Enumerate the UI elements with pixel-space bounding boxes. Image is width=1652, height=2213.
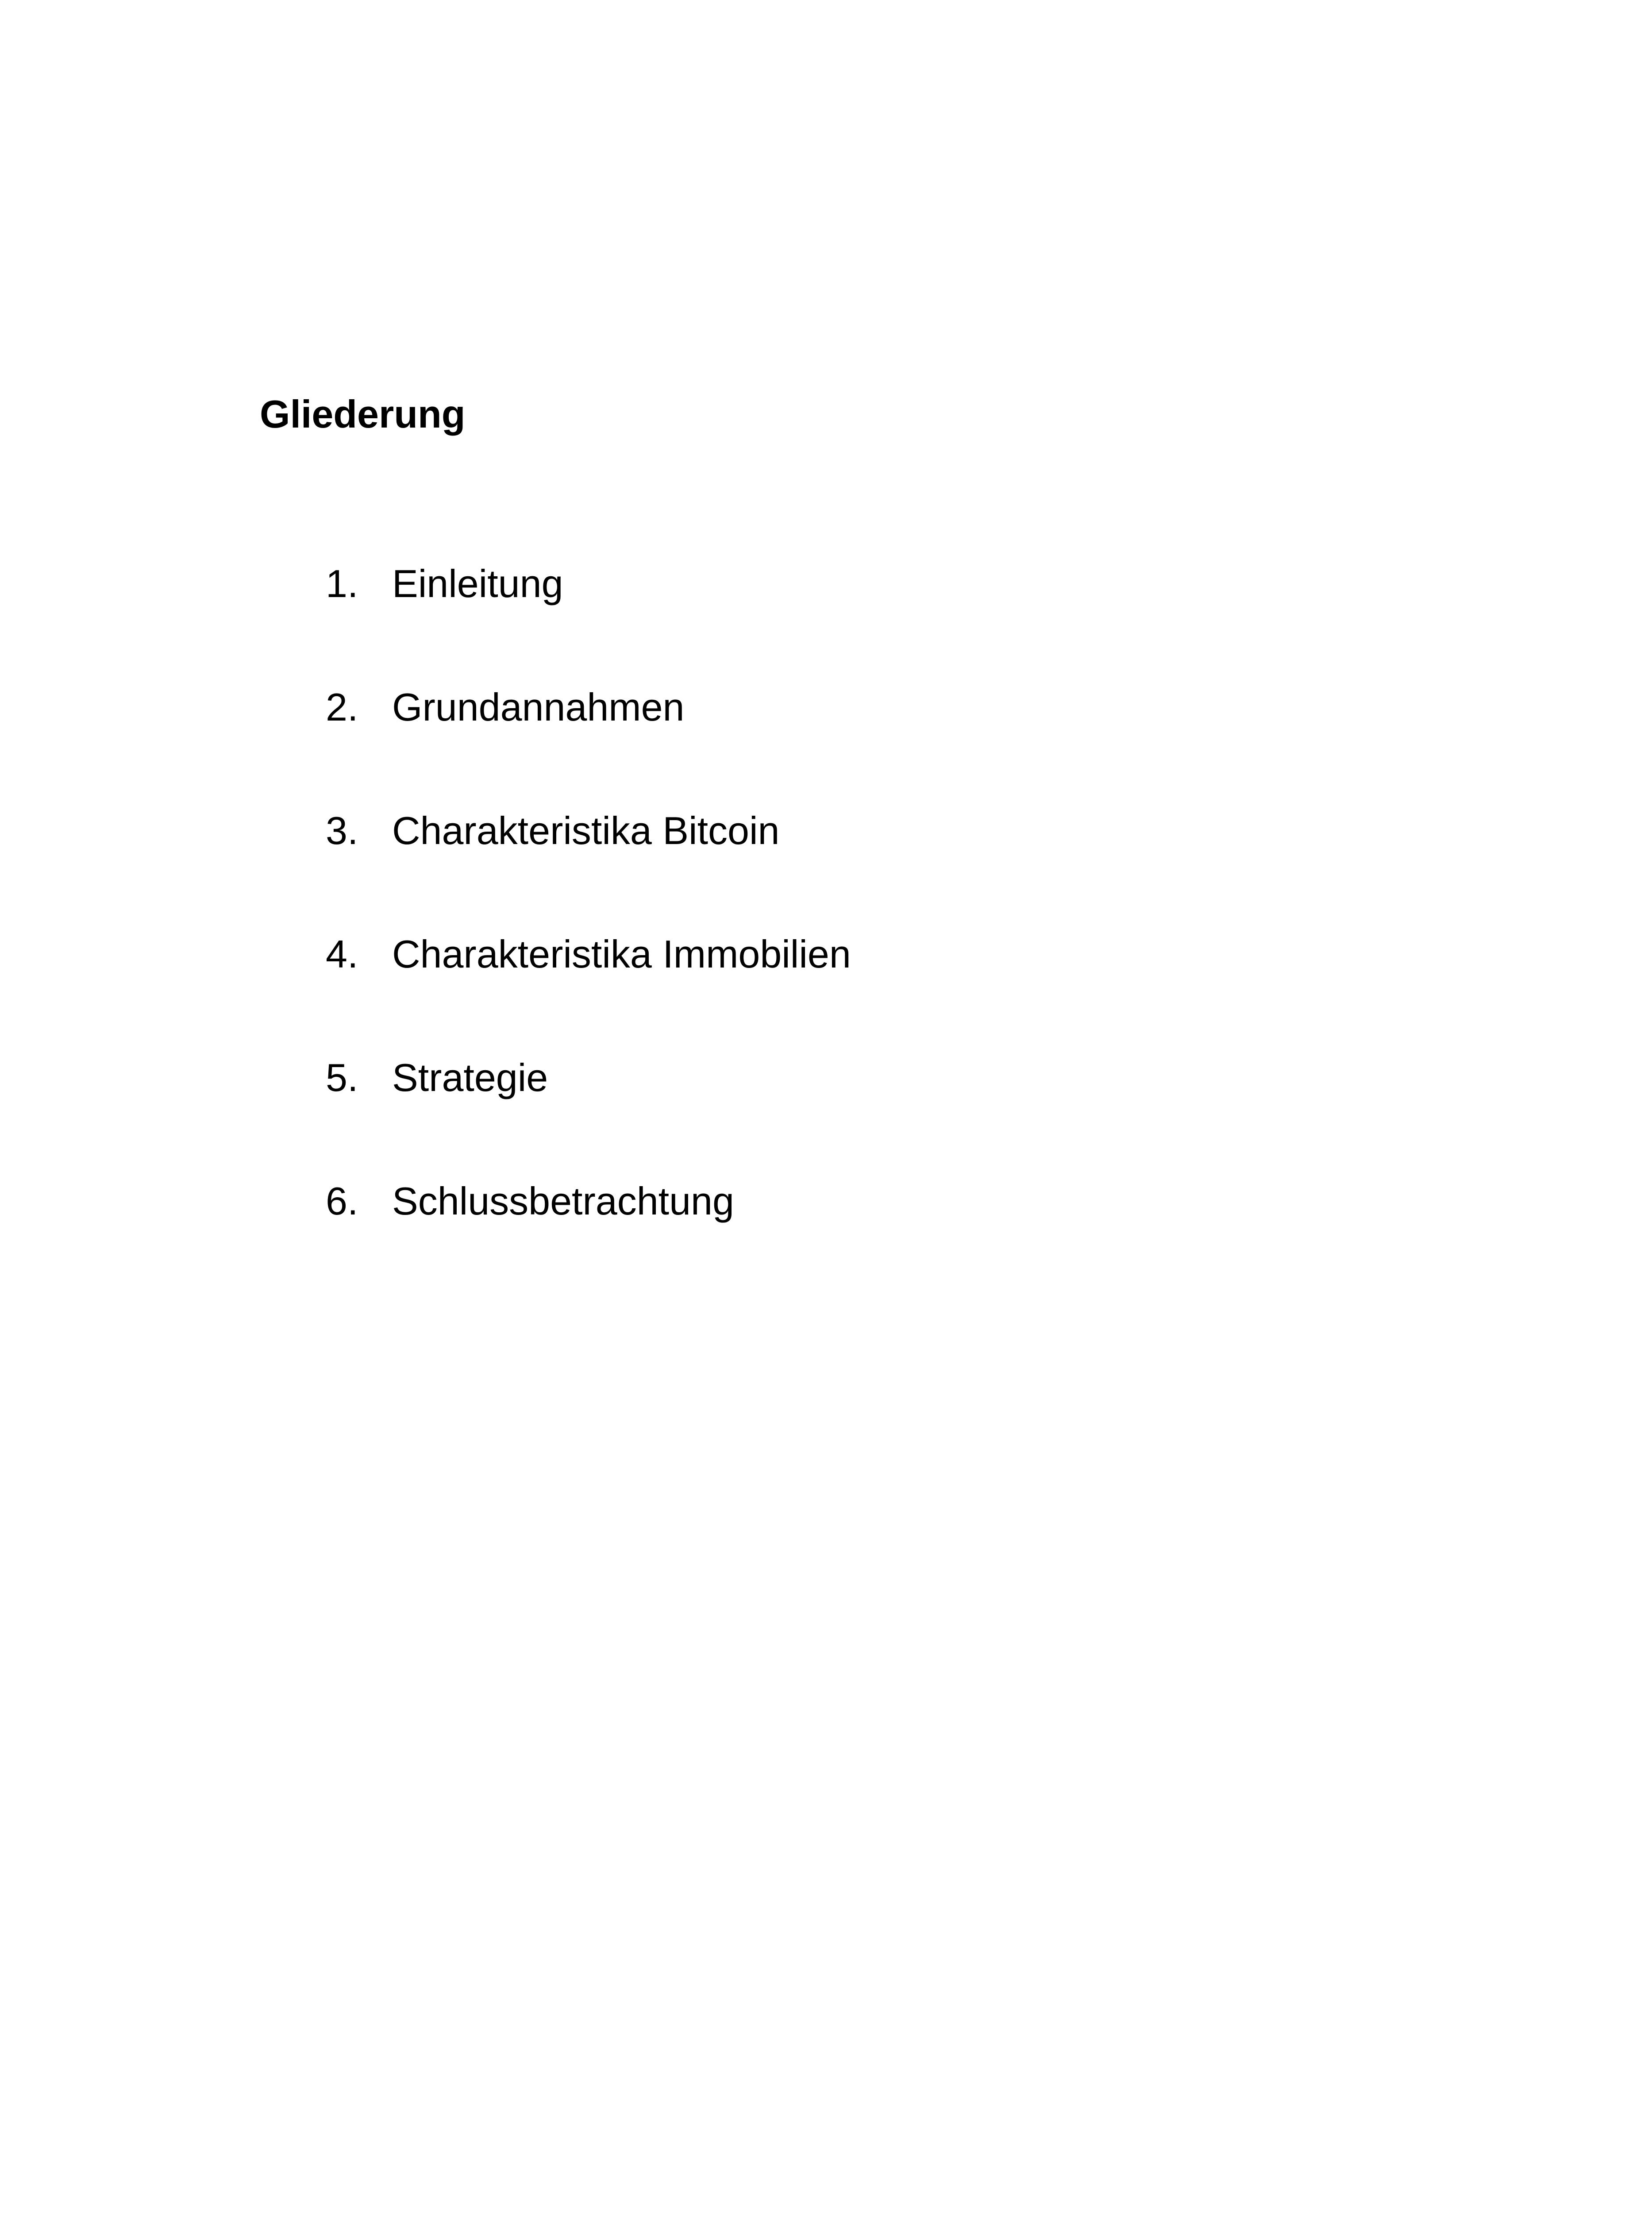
outline-item-number: 4. (326, 932, 358, 976)
outline-item-number: 6. (326, 1179, 358, 1223)
outline-item-label: Einleitung (392, 562, 563, 605)
page-title: Gliederung (260, 392, 466, 436)
outline-item-number: 1. (326, 562, 358, 605)
outline-item-label: Grundannahmen (392, 685, 685, 729)
outline-item-label: Charakteristika Bitcoin (392, 809, 780, 852)
outline-item-number: 5. (326, 1056, 358, 1099)
outline-item-label: Schlussbetrachtung (392, 1179, 734, 1223)
outline-item-label: Charakteristika Immobilien (392, 932, 851, 976)
outline-item-number: 2. (326, 685, 358, 729)
outline-item-label: Strategie (392, 1056, 548, 1099)
outline-item-number: 3. (326, 809, 358, 852)
